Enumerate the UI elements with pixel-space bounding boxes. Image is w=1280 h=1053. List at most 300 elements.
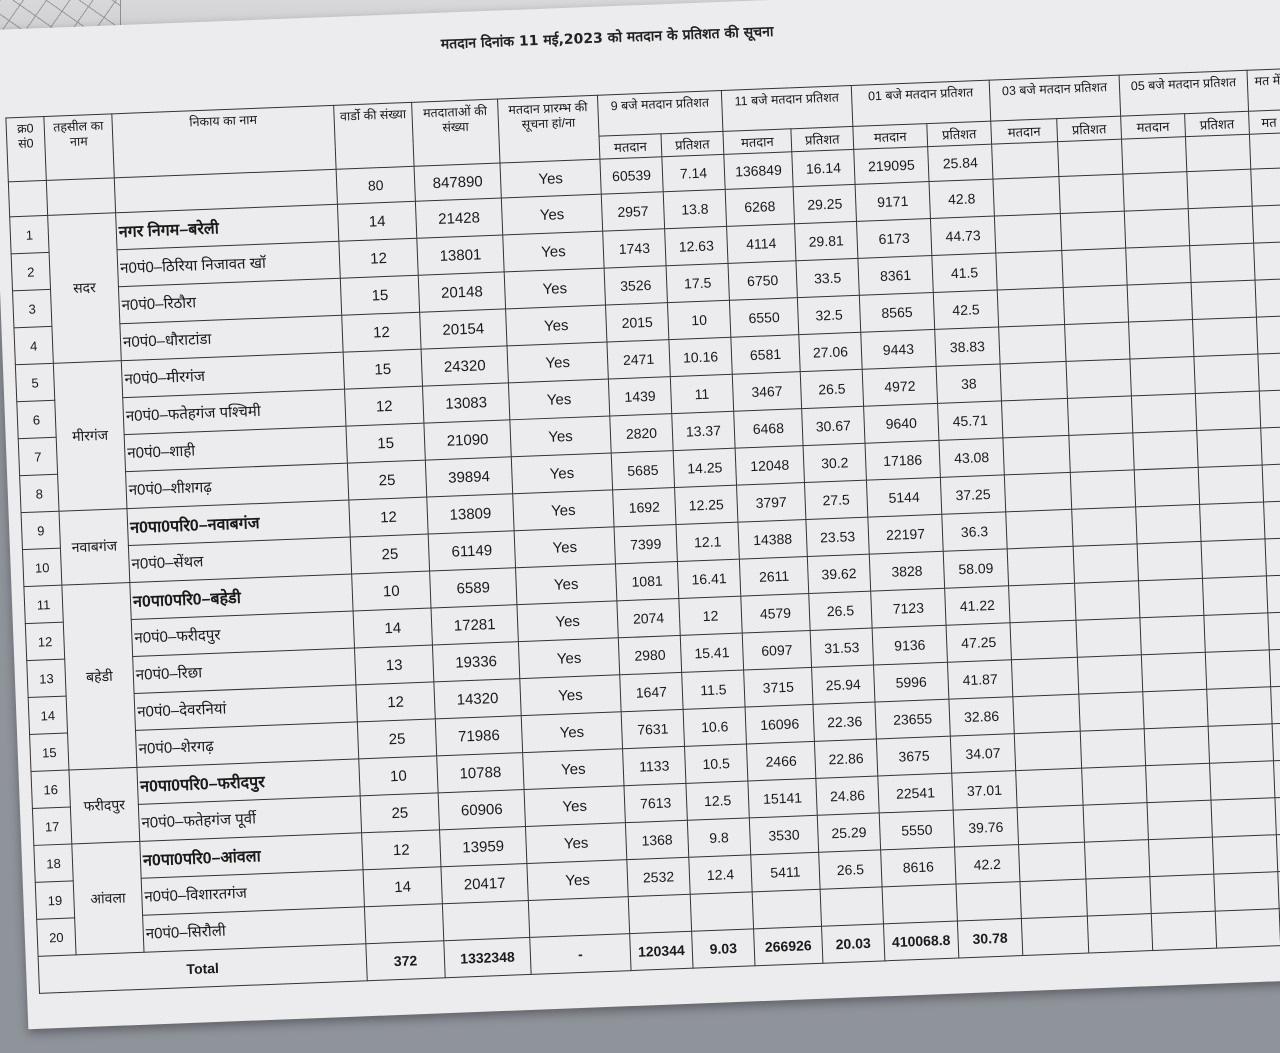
cell-wards: 12 (356, 682, 435, 722)
cell-voters: 6589 (430, 568, 517, 608)
cell-v11: 6550 (729, 298, 798, 338)
header-wards: वार्डो की संख्या (334, 102, 414, 169)
cell-serial: 10 (22, 548, 61, 586)
cell-serial: 19 (35, 881, 74, 919)
cell-wards: 25 (357, 719, 436, 759)
cell-started: Yes (520, 675, 621, 716)
cell-v9: 2471 (607, 340, 670, 379)
cell-v5 (1130, 357, 1195, 396)
cell-v5 (1140, 615, 1205, 654)
cell-p3 (1060, 211, 1125, 250)
cell-final (1269, 648, 1280, 687)
cell-wards: 10 (352, 571, 431, 611)
cell-serial: 7 (18, 437, 57, 475)
cell-p1: 37.01 (952, 771, 1017, 810)
cell-p1: 43.08 (939, 438, 1004, 477)
cell-p1: 42.2 (955, 845, 1020, 884)
cell-v5 (1131, 393, 1196, 432)
cell-v9: 1692 (613, 488, 676, 527)
cell-p1: 32.86 (949, 697, 1014, 736)
cell-started: Yes (513, 490, 614, 531)
cell-p3 (1083, 803, 1148, 842)
cell-final (1251, 168, 1280, 207)
cell-body-name: न0पं0–मीरगंज (121, 352, 344, 397)
cell-serial: 3 (13, 289, 52, 327)
cell-serial: 20 (37, 918, 76, 956)
cell-voters: 20154 (420, 309, 507, 349)
cell-started: Yes (503, 231, 604, 272)
cell-serial: 6 (17, 400, 56, 438)
cell-voters: 61149 (428, 531, 515, 571)
cell-body-name: न0पं0–विशारतगंज (141, 870, 364, 915)
cell-p1: 37.25 (940, 475, 1005, 514)
cell-p3 (1063, 285, 1128, 324)
cell-p5 (1198, 465, 1263, 504)
cell-v3 (1003, 435, 1070, 475)
cell-voters: 21090 (424, 420, 511, 460)
cell-p11: 29.81 (795, 221, 858, 260)
cell-p9: 12 (679, 596, 742, 635)
cell-p1: 41.87 (947, 660, 1012, 699)
cell-voters: 60906 (438, 790, 525, 830)
cell-wards: 14 (337, 201, 416, 241)
header-voters: मतदाताओं की संख्या (412, 99, 500, 166)
cell-p3 (1062, 248, 1127, 287)
cell-p3 (1087, 914, 1152, 953)
cell-serial: 16 (31, 770, 70, 808)
total-p9: 9.03 (692, 929, 755, 968)
cell-v9: 7399 (614, 525, 677, 564)
cell-v5 (1122, 137, 1187, 174)
cell-body-name: न0पं0–देवरनियां (134, 685, 357, 730)
cell-v1: 8616 (881, 847, 956, 887)
cell-v9: 5685 (611, 451, 674, 490)
cell-voters: 20148 (418, 272, 505, 312)
cell-body-name: न0पं0–शाही (124, 426, 347, 471)
cell-wards: 15 (340, 275, 419, 315)
cell-voters: 17281 (431, 605, 518, 645)
total-voters: 1332348 (444, 937, 531, 977)
cell-p11: 30.2 (803, 443, 866, 482)
cell-v11: 3530 (749, 815, 818, 855)
cell-p3 (1070, 470, 1135, 509)
cell-v1: 9171 (855, 182, 930, 222)
cell-v11: 2611 (739, 557, 808, 597)
cell-started: Yes (517, 601, 618, 642)
cell-final (1264, 500, 1280, 539)
cell-final (1266, 574, 1280, 613)
cell-p11: 27.5 (804, 480, 867, 519)
cell-final (1258, 353, 1280, 392)
subheader-votes: मतदान (991, 119, 1058, 145)
cell-v3 (992, 142, 1059, 180)
cell-tehsil (46, 178, 115, 216)
cell-final (1262, 463, 1280, 502)
cell-v1: 9640 (864, 403, 939, 443)
cell-p5 (1194, 354, 1259, 393)
cell-p9: 14.25 (673, 448, 736, 487)
cell-v3 (1013, 694, 1080, 734)
cell-p5 (1212, 835, 1277, 874)
cell-v5 (1141, 652, 1206, 691)
cell-p9: 13.37 (672, 411, 735, 450)
header-body-name: निकाय का नाम (112, 105, 336, 177)
cell-wards: 80 (336, 166, 415, 204)
total-v11: 266926 (754, 926, 823, 966)
cell-voters: 14320 (434, 679, 521, 719)
cell-p9 (690, 892, 753, 931)
cell-v3 (1009, 583, 1076, 623)
cell-v1: 8565 (859, 292, 934, 332)
cell-p3 (1079, 692, 1144, 731)
cell-v3 (1007, 546, 1074, 586)
cell-v1 (882, 884, 957, 924)
cell-wards: 15 (343, 349, 422, 389)
cell-tehsil: मीरगंज (53, 361, 127, 512)
cell-v1: 7123 (871, 588, 946, 628)
header-slot-final: मत में (1247, 69, 1280, 112)
cell-voters: 71986 (435, 716, 522, 756)
cell-p9: 11.5 (682, 670, 745, 709)
cell-v11: 6750 (728, 261, 797, 301)
cell-p9: 9.8 (687, 818, 750, 857)
subheader-votes: मतदान (1121, 114, 1186, 139)
cell-v9: 2074 (617, 598, 680, 637)
cell-wards: 25 (360, 793, 439, 833)
cell-p11: 31.53 (810, 628, 873, 667)
cell-tehsil: फरीदपुर (69, 767, 140, 844)
cell-body-name: न0पं0–फतेहगंज पश्चिमी (123, 389, 346, 434)
cell-p3 (1076, 618, 1141, 657)
total-label: Total (38, 944, 367, 994)
cell-v1: 6173 (856, 219, 931, 259)
cell-p11: 16.14 (792, 149, 855, 186)
cell-p3 (1073, 544, 1138, 583)
cell-final (1252, 205, 1280, 244)
cell-v5 (1148, 837, 1213, 876)
total-p11: 20.03 (822, 924, 885, 963)
cell-p9: 10.6 (683, 707, 746, 746)
document-title: मतदान दिनांक 11 मई,2023 को मतदान के प्रतिशत की सूचना (440, 23, 774, 53)
cell-final (1276, 833, 1280, 872)
cell-wards: 12 (362, 830, 441, 870)
total-started: - (530, 934, 631, 975)
cell-v5 (1127, 283, 1192, 322)
header-tehsil: तहसील का नाम (44, 114, 114, 181)
cell-started: Yes (514, 527, 615, 568)
total-v1: 410068.8 (883, 921, 958, 961)
cell-p11: 29.25 (793, 184, 856, 223)
cell-v11: 5411 (751, 852, 820, 892)
cell-wards: 14 (353, 608, 432, 648)
cell-v9: 1081 (615, 562, 678, 601)
cell-voters: 19336 (432, 642, 519, 682)
cell-started: Yes (521, 712, 622, 753)
cell-v11: 6097 (742, 630, 811, 670)
cell-p11: 39.62 (807, 554, 870, 593)
cell-v9: 1743 (603, 229, 666, 268)
cell-voters: 20417 (441, 864, 528, 904)
cell-v5 (1136, 504, 1201, 543)
cell-started: Yes (508, 379, 609, 420)
subheader-votes: मतदान (599, 134, 662, 159)
cell-wards (364, 904, 443, 944)
cell-p11: 25.94 (812, 665, 875, 704)
subheader-votes: मतदान (853, 124, 928, 150)
cell-p9: 10 (667, 300, 730, 339)
cell-final (1271, 685, 1280, 724)
cell-serial: 17 (32, 807, 71, 845)
cell-voters: 13083 (422, 383, 509, 423)
cell-v1: 5144 (866, 477, 941, 517)
cell-p3 (1075, 581, 1140, 620)
cell-p3 (1072, 507, 1137, 546)
cell-v5 (1150, 874, 1215, 913)
cell-v1: 219095 (854, 147, 929, 185)
cell-p5 (1204, 613, 1269, 652)
cell-v1: 17186 (865, 440, 940, 480)
cell-v11: 15141 (748, 778, 817, 818)
subheader-pct: प्रतिशत (927, 121, 992, 146)
cell-v3 (1000, 361, 1067, 401)
cell-p11 (820, 887, 883, 926)
cell-p9: 12.25 (675, 485, 738, 524)
cell-p9: 7.14 (662, 154, 725, 191)
cell-v11: 3797 (737, 483, 806, 523)
cell-wards: 12 (342, 312, 421, 352)
cell-p11: 27.06 (799, 332, 862, 371)
cell-v5 (1123, 172, 1188, 211)
cell-tehsil: नवाबगंज (59, 509, 130, 586)
cell-p11: 33.5 (796, 258, 859, 297)
cell-started: Yes (527, 860, 628, 901)
cell-tehsil: सदर (48, 213, 122, 364)
cell-p3 (1065, 322, 1130, 361)
cell-p9: 17.5 (666, 263, 729, 302)
cell-serial: 11 (24, 585, 63, 623)
cell-v3 (1016, 768, 1083, 808)
cell-v5 (1133, 430, 1198, 469)
cell-body-name: न0पं0–सेंथल (128, 537, 351, 582)
subheader-pct: प्रतिशत (1057, 116, 1122, 141)
cell-final (1272, 722, 1280, 761)
cell-p3 (1086, 877, 1151, 916)
cell-final (1275, 796, 1280, 835)
cell-voters: 21428 (415, 198, 502, 238)
cell-body-name: न0पं0–शीशगढ़ (126, 463, 349, 508)
cell-v3 (1010, 620, 1077, 660)
cell-v9: 1647 (620, 672, 683, 711)
cell-p1: 25.84 (928, 144, 993, 181)
cell-v3 (999, 324, 1066, 364)
cell-p9: 12.5 (686, 781, 749, 820)
cell-v5 (1143, 689, 1208, 728)
cell-v3 (997, 287, 1064, 327)
cell-p1: 41.22 (945, 586, 1010, 625)
cell-started (528, 897, 629, 938)
cell-body-name: न0पा0परि0–नवाबगंज (127, 500, 350, 545)
cell-v11: 6268 (725, 187, 794, 227)
cell-v3 (1011, 657, 1078, 697)
cell-v11 (752, 889, 821, 929)
cell-p1 (956, 882, 1021, 921)
cell-serial: 4 (14, 326, 53, 364)
cell-p11: 25.29 (817, 813, 880, 852)
cell-v9: 2820 (610, 414, 673, 453)
cell-started: Yes (516, 564, 617, 605)
cell-serial: 18 (34, 844, 73, 882)
cell-p5 (1187, 169, 1252, 208)
header-slot-11: 11 बजे मतदान प्रतिशत (721, 85, 852, 131)
polling-table (5, 68, 1280, 994)
cell-v1: 22541 (878, 773, 953, 813)
cell-p1: 34.07 (950, 734, 1015, 773)
cell-serial: 1 (10, 215, 49, 253)
cell-final (1273, 759, 1280, 798)
cell-v5 (1147, 800, 1212, 839)
cell-p1: 38.83 (935, 327, 1000, 366)
cell-v5 (1129, 320, 1194, 359)
cell-voters: 13801 (417, 235, 504, 275)
subheader-pct: प्रतिशत (791, 126, 854, 151)
cell-p9: 12.63 (665, 226, 728, 265)
cell-voters: 10788 (437, 753, 524, 793)
cell-voters: 13959 (440, 827, 527, 867)
cell-p5 (1210, 761, 1275, 800)
cell-p1: 38 (936, 364, 1001, 403)
cell-body-name: न0पं0–रिछा (133, 648, 356, 693)
cell-serial (8, 180, 47, 216)
cell-p5 (1188, 206, 1253, 245)
cell-p5 (1195, 391, 1260, 430)
cell-voters: 847890 (414, 163, 501, 201)
cell-p3 (1058, 139, 1123, 176)
cell-p1: 36.3 (942, 512, 1007, 551)
cell-p5 (1185, 134, 1250, 171)
cell-p5 (1201, 539, 1266, 578)
cell-p9: 10.5 (685, 744, 748, 783)
cell-v11: 16096 (745, 704, 814, 744)
cell-wards: 12 (339, 238, 418, 278)
cell-v11: 4114 (727, 224, 796, 264)
cell-p9: 15.41 (680, 633, 743, 672)
cell-p3 (1077, 655, 1142, 694)
cell-p9: 13.8 (663, 189, 726, 228)
header-start-info: मतदान प्रारम्भ की सूचना हां/ना (498, 95, 600, 163)
cell-wards: 13 (354, 645, 433, 685)
cell-final (1254, 242, 1280, 281)
cell-p1: 58.09 (943, 549, 1008, 588)
cell-p1: 45.71 (938, 401, 1003, 440)
cell-v11: 6581 (731, 335, 800, 375)
cell-p5 (1200, 502, 1265, 541)
cell-started: Yes (510, 416, 611, 457)
cell-v5 (1146, 763, 1211, 802)
cell-wards: 15 (346, 423, 425, 463)
cell-p1: 42.8 (929, 179, 994, 218)
cell-serial: 14 (28, 696, 67, 734)
cell-started: Yes (501, 194, 602, 235)
cell-started: Yes (518, 638, 619, 679)
header-slot-3: 03 बजे मतदान प्रतिशत (989, 75, 1120, 121)
cell-v1: 9136 (872, 625, 947, 665)
cell-p1: 47.25 (946, 623, 1011, 662)
total-p1: 30.78 (957, 919, 1022, 958)
cell-wards: 12 (345, 386, 424, 426)
cell-p3 (1082, 766, 1147, 805)
cell-p5 (1191, 280, 1256, 319)
cell-v3 (993, 177, 1060, 217)
cell-p11: 30.67 (802, 406, 865, 445)
subheader-pct: प्रतिशत (661, 131, 724, 156)
cell-final (1256, 316, 1280, 355)
cell-p11: 32.5 (797, 295, 860, 334)
cell-v11: 3715 (744, 667, 813, 707)
cell-p5 (1205, 650, 1270, 689)
cell-serial: 13 (27, 659, 66, 697)
cell-p5 (1197, 428, 1262, 467)
cell-started: Yes (524, 786, 625, 827)
cell-v11: 6468 (734, 409, 803, 449)
cell-p5 (1193, 317, 1258, 356)
cell-v9: 2957 (601, 192, 664, 231)
cell-v9: 1368 (625, 820, 688, 859)
cell-v11: 136849 (724, 152, 793, 190)
cell-body-name: न0पं0–शेरगढ़ (135, 722, 358, 767)
cell-p9: 11 (670, 374, 733, 413)
cell-body-name: न0पं0–रिठौरा (118, 278, 341, 323)
cell-started: Yes (506, 305, 607, 346)
cell-started: Yes (523, 749, 624, 790)
cell-v3 (996, 251, 1063, 291)
cell-v3 (994, 214, 1061, 254)
cell-started: Yes (504, 268, 605, 309)
cell-v3 (1006, 509, 1073, 549)
cell-v3 (1021, 916, 1088, 956)
cell-v1: 22197 (868, 514, 943, 554)
total-wards: 372 (366, 941, 445, 981)
cell-p11: 24.86 (816, 776, 879, 815)
cell-p3 (1059, 174, 1124, 213)
cell-p5 (1207, 687, 1272, 726)
cell-v5 (1134, 467, 1199, 506)
cell-v11: 14388 (738, 520, 807, 560)
cell-p9: 10.16 (669, 337, 732, 376)
cell-v1: 4972 (862, 366, 937, 406)
cell-final (1259, 390, 1280, 429)
cell-v9: 2532 (627, 857, 690, 896)
cell-body-name: न0पं0–फतेहगंज पूर्वी (138, 796, 361, 841)
cell-v5 (1138, 578, 1203, 617)
cell-v11: 2466 (746, 741, 815, 781)
cell-v5 (1126, 246, 1191, 285)
cell-v3 (1020, 879, 1087, 919)
cell-body-name: न0पं0–सिरौली (143, 907, 366, 952)
cell-serial: 5 (15, 363, 54, 401)
cell-p3 (1084, 840, 1149, 879)
cell-body-name: न0पा0परि0–आंवला (140, 833, 363, 878)
cell-v1: 5996 (874, 662, 949, 702)
cell-p5 (1208, 724, 1273, 763)
cell-body-name: नगर निगम–बरेली (116, 204, 339, 249)
cell-v11: 12048 (735, 446, 804, 486)
cell-final (1268, 611, 1280, 650)
subheader-votes: मतदान (723, 129, 792, 155)
cell-v9: 60539 (600, 157, 663, 194)
cell-v5 (1124, 209, 1189, 248)
cell-p9: 12.4 (689, 855, 752, 894)
cell-p9: 16.41 (677, 559, 740, 598)
